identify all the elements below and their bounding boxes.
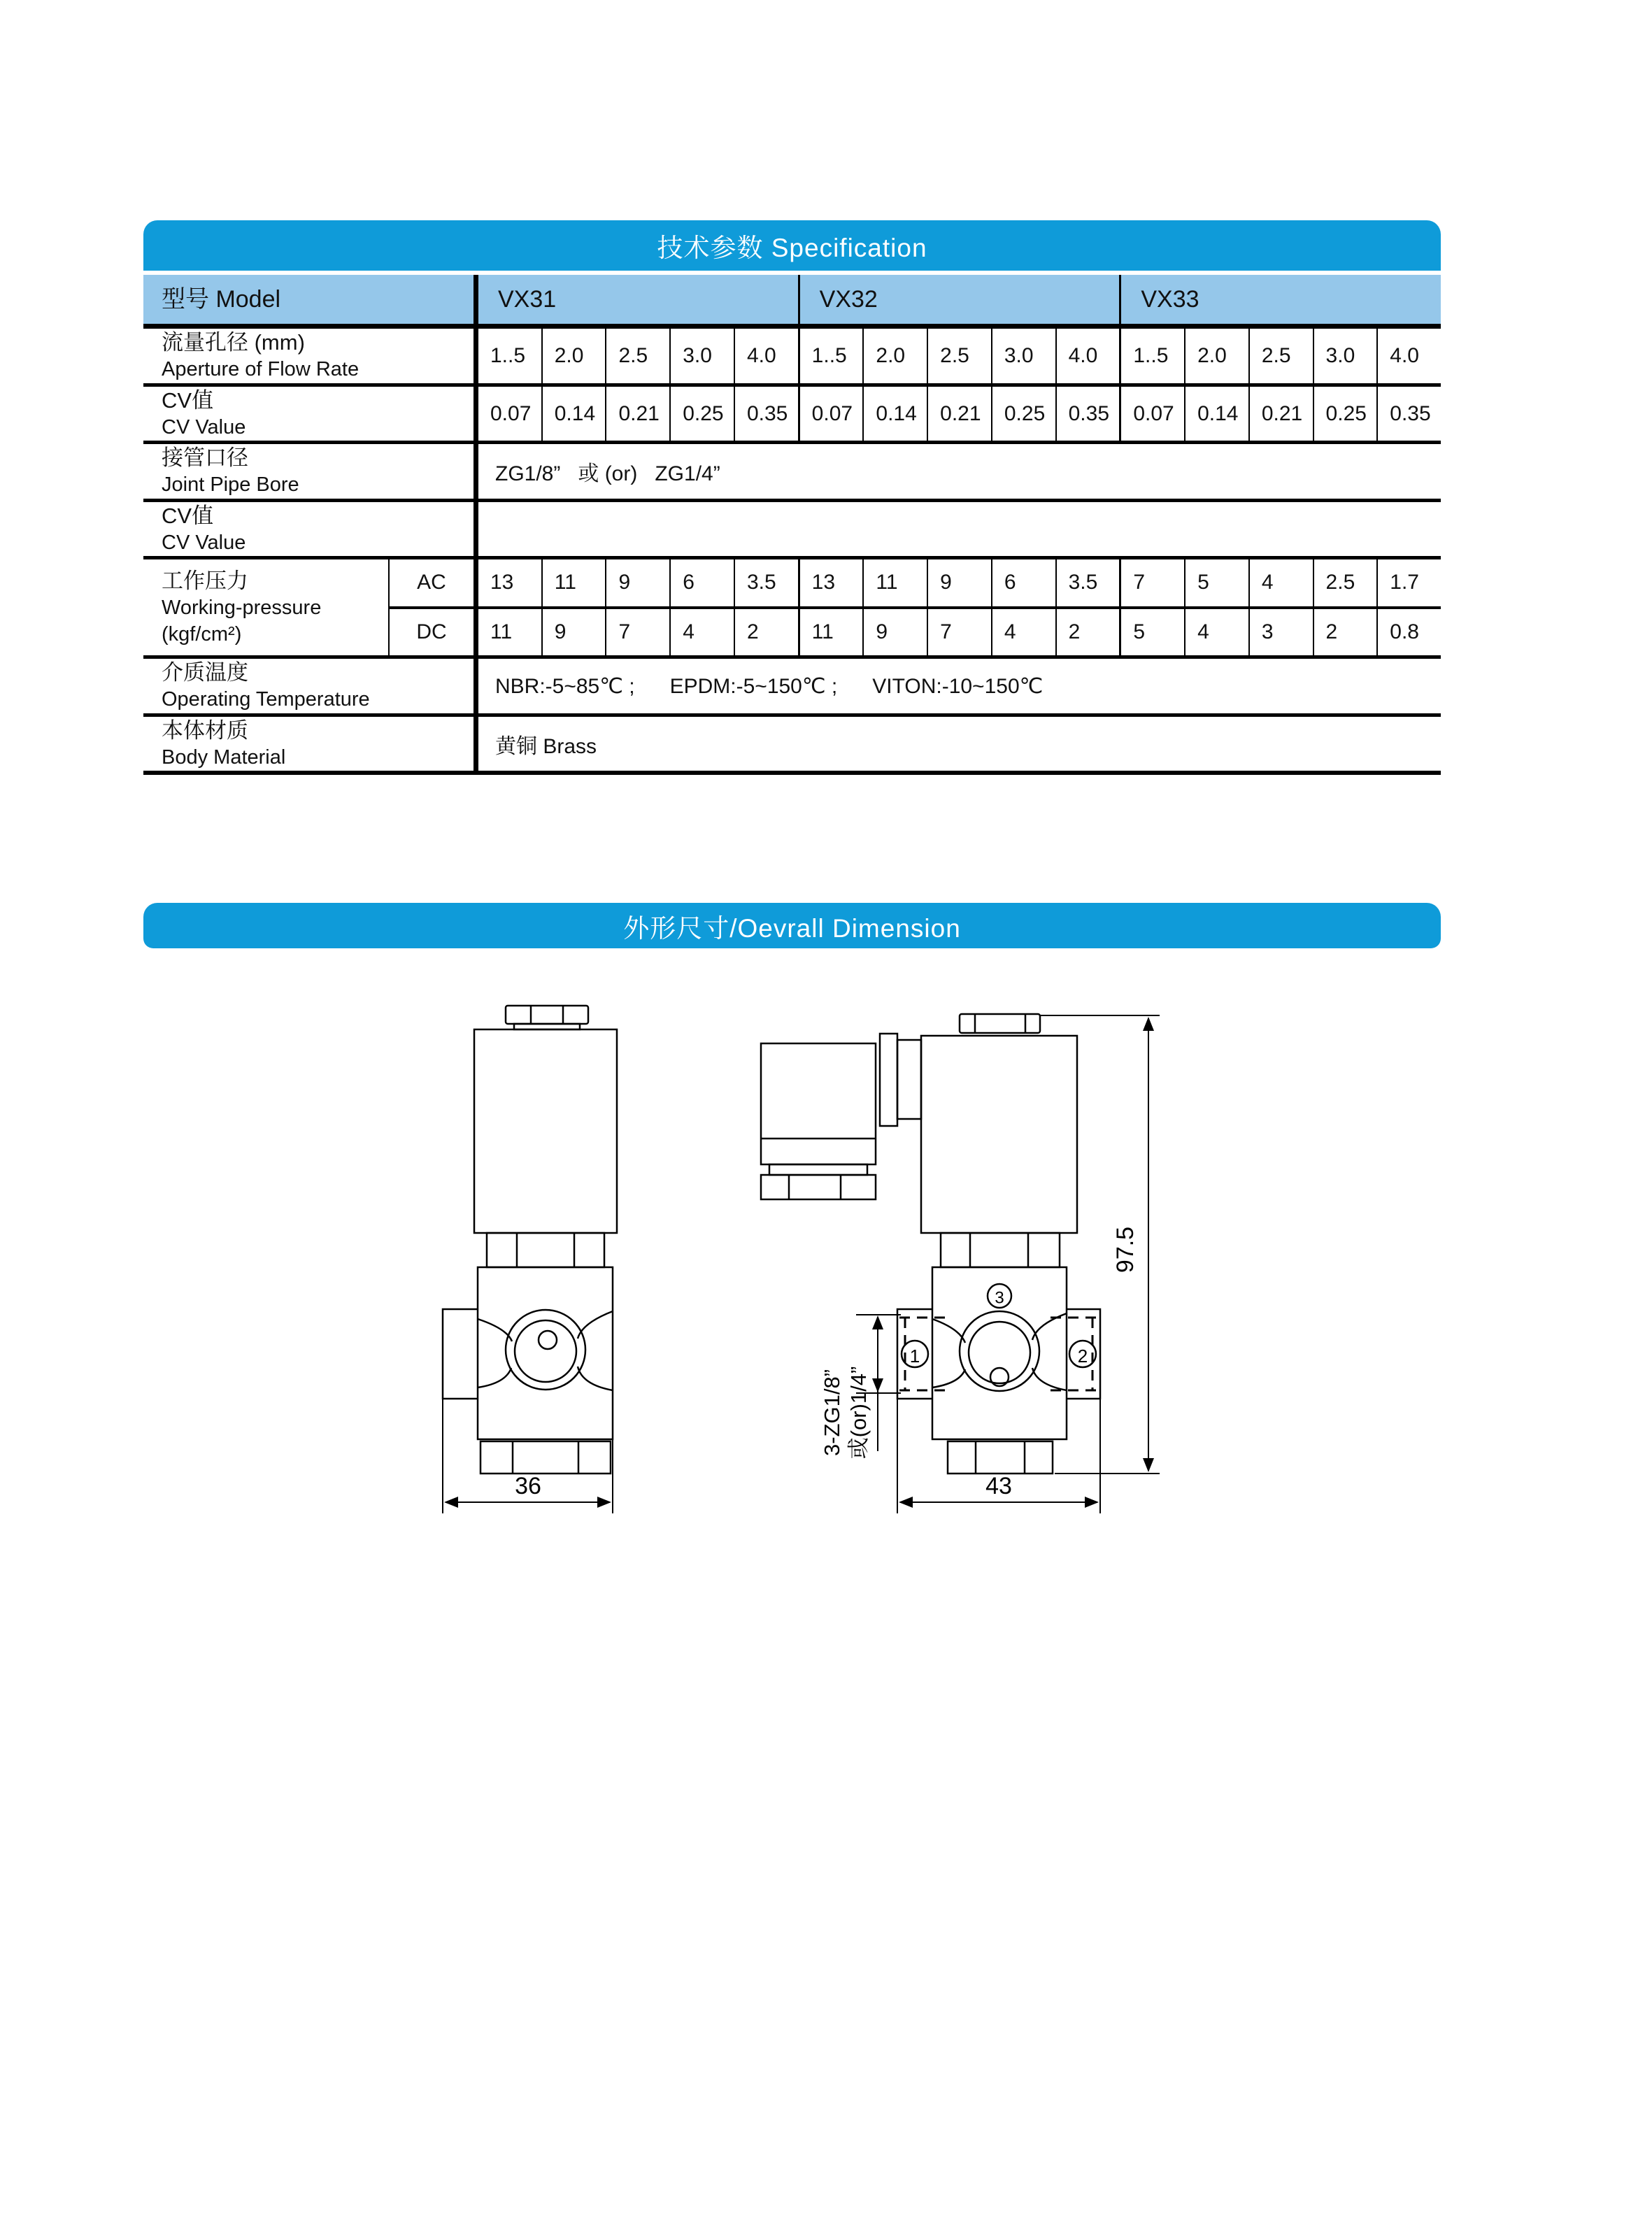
value-cell: 5 [1184,559,1248,606]
value-cell: 6 [991,559,1055,606]
value-cell: 0.14 [541,387,606,441]
ac-values [473,559,1441,606]
value-cell: 0.14 [862,387,927,441]
value-cell: 11 [541,559,606,606]
value-cell: 0.14 [1184,387,1248,441]
material-label-cell [143,717,473,771]
value-cell: 7 [927,609,991,656]
cv2-label-cell [143,502,473,556]
pressure-subrows [388,559,1441,655]
joint-label-zh: 接管口径 [162,445,248,470]
value-cell: 6 [669,559,734,606]
dc-label-cell: DC [388,609,473,656]
value-cell: 0.25 [991,387,1055,441]
aperture-label-zh: 流量孔径 (mm) [162,330,305,355]
spec-section-header [143,220,1441,271]
value-cell: 2 [1313,609,1377,656]
spec-table [143,275,1441,775]
value-cell: 0.07 [798,387,863,441]
value-cell: 9 [605,559,669,606]
front-view-drawing [443,1006,617,1513]
side-width-dimension: 43 [985,1473,1012,1499]
cv-label-en: CV Value [162,415,246,438]
cv-values [473,387,1441,441]
value-cell: 0.8 [1376,609,1441,656]
joint-value: ZG1/8” 或 (or) ZG1/4” [495,462,720,485]
value-cell: 3 [1248,609,1313,656]
value-cell: 11 [798,609,863,656]
value-cell: 3.5 [734,559,798,606]
value-cell: 5 [1119,609,1184,656]
cv-label-cell [143,387,473,441]
dimension-drawings [392,993,1175,1535]
joint-value-cell [473,444,1441,499]
port-1-number: 1 [909,1345,920,1367]
value-cell: 2 [734,609,798,656]
value-cell: 2.0 [541,329,606,383]
temperature-value-cell [473,659,1441,713]
pressure-row-ac [388,559,1441,609]
model-col-vx32 [798,275,1120,324]
value-cell: 0.07 [490,401,532,425]
value-cell: 2.0 [1184,329,1248,383]
value-cell: 4 [991,609,1055,656]
row-operating-temperature [143,659,1441,717]
cv-label-zh: CV值 [162,387,214,413]
joint-label-cell [143,444,473,499]
pressure-label-unit: (kgf/cm²) [162,622,242,645]
dc-values [473,609,1441,656]
value-cell: 7 [1119,559,1184,606]
value-cell: 9 [541,609,606,656]
temperature-label-zh: 介质温度 [162,660,248,685]
value-cell: 1..5 [490,344,526,367]
model-col-vx33 [1119,275,1441,324]
value-cell: 0.35 [1055,387,1120,441]
aperture-values [473,329,1441,383]
aperture-label-cell [143,329,473,383]
value-cell: 1..5 [798,329,863,383]
joint-label-en: Joint Pipe Bore [162,473,299,497]
value-cell: 4 [1248,559,1313,606]
value-cell: 3.0 [991,329,1055,383]
pressure-row-dc [388,609,1441,656]
value-cell: 2.5 [1313,559,1377,606]
value-cell: 4.0 [1376,329,1441,383]
value-cell: 7 [605,609,669,656]
value-cell: 9 [927,559,991,606]
row-cv-value [143,387,1441,444]
model-name: VX32 [819,285,878,313]
value-cell: 13 [490,571,514,594]
valve-drawings-svg [392,993,1175,1532]
pressure-label-en: Working-pressure [162,596,322,619]
row-joint-pipe-bore [143,444,1441,502]
value-cell: 0.21 [605,387,669,441]
value-cell: 2.0 [862,329,927,383]
value-cell: 4.0 [1055,329,1120,383]
row-aperture [143,329,1441,387]
value-cell: 0.25 [1313,387,1377,441]
port-thread-label-line2: 或(or)1/4” [846,1366,871,1460]
value-cell: 2.5 [927,329,991,383]
temperature-label-en: Operating Temperature [162,688,370,711]
value-cell: 11 [490,620,513,643]
material-value-cell [473,717,1441,771]
value-cell: 13 [798,559,863,606]
aperture-label-en: Aperture of Flow Rate [162,358,359,381]
side-height-dimension: 97.5 [1112,1226,1139,1274]
value-cell: 0.25 [669,387,734,441]
value-cell: 3.0 [1313,329,1377,383]
row-cv-value-empty [143,502,1441,559]
material-label-en: Body Material [162,746,286,769]
value-cell: 2 [1055,609,1120,656]
value-cell: 3.5 [1055,559,1120,606]
value-cell: 0.07 [1119,387,1184,441]
model-header-row [143,275,1441,329]
value-cell: 11 [862,559,927,606]
port-thread-label-line1: 3-ZG1/8” [820,1369,844,1457]
model-name: VX33 [1141,285,1199,313]
model-label-cell [143,275,473,324]
value-cell: 2.5 [605,329,669,383]
cv2-label-en: CV Value [162,531,246,554]
pressure-label-cell [143,559,388,655]
model-label: 型号 Model [162,285,281,313]
value-cell: 3.0 [669,329,734,383]
dimension-section-header [143,903,1441,948]
value-cell: 1.7 [1376,559,1441,606]
value-cell: 4 [1184,609,1248,656]
port-3-number: 3 [995,1288,1004,1308]
port-2-number: 2 [1077,1345,1088,1367]
model-columns [473,275,1441,324]
value-cell: 4 [669,609,734,656]
row-body-material [143,717,1441,775]
temperature-value: NBR:-5~85℃ ; EPDM:-5~150℃ ; VITON:-10~150℃ [495,674,1044,698]
spec-section-title: 技术参数 Specification [657,234,927,262]
model-col-vx31 [478,275,798,324]
cv2-label-zh: CV值 [162,503,214,528]
value-cell: 9 [862,609,927,656]
value-cell: 0.35 [734,387,798,441]
dimension-section-title: 外形尺寸/Oevrall Dimension [623,913,961,943]
value-cell: 0.21 [1248,387,1313,441]
model-name: VX31 [498,285,557,313]
ac-label-cell: AC [388,559,473,606]
material-value: 黄铜 Brass [495,734,597,758]
value-cell: 1..5 [1119,329,1184,383]
value-cell: 2.5 [1248,329,1313,383]
material-label-zh: 本体材质 [162,718,248,743]
pressure-label-zh: 工作压力 [162,568,248,593]
value-cell: 4.0 [734,329,798,383]
front-width-dimension: 36 [515,1473,541,1499]
row-working-pressure [143,559,1441,659]
value-cell: 0.35 [1376,387,1441,441]
value-cell: 0.21 [927,387,991,441]
cv2-value-cell [473,502,1441,556]
temperature-label-cell [143,659,473,713]
